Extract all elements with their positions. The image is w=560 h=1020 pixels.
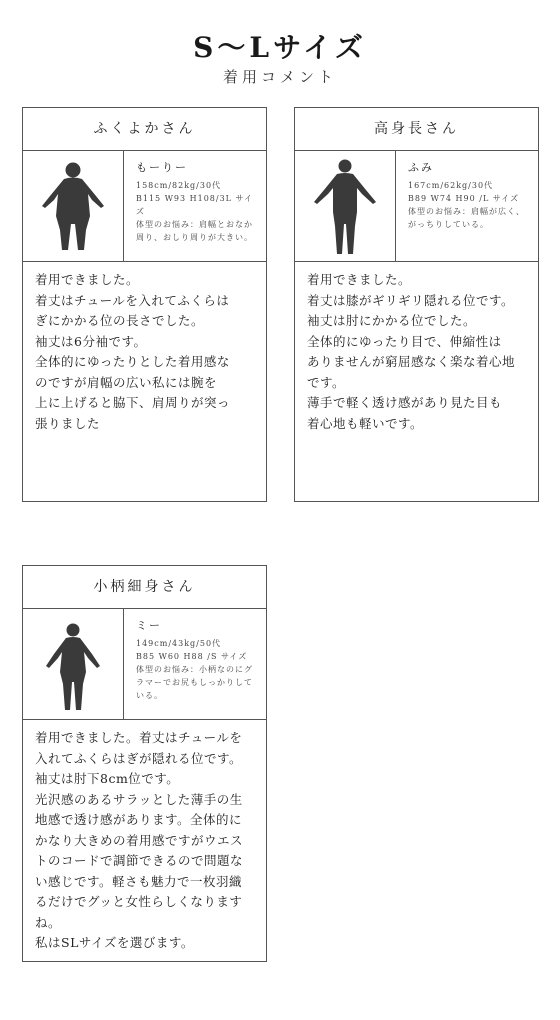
card-category: 高身長さん (295, 108, 538, 151)
review-card-plump (22, 107, 267, 502)
comment-line: 袖丈は肘下8cm位です。 (35, 771, 180, 786)
card-category: ふくよかさん (23, 108, 266, 151)
comment-line: のですが肩幅の広い私には腕を (35, 374, 218, 390)
comment-text (23, 262, 266, 434)
comment-line: ね。 (35, 914, 62, 930)
page-subtitle: 着用コメント (222, 68, 337, 86)
reviewer-stats: 149cm/43kg/50代 (136, 639, 222, 648)
comment-line: 光沢感のあるサラッとした薄手の生 (35, 791, 243, 807)
reviewer-stats: 158cm/82kg/30代 (136, 181, 222, 190)
reviewer-concern: 体型のお悩み：小柄なのにグラマーでお尻もしっかりしている。 (136, 665, 253, 700)
comment-line: 着用できました。 (35, 272, 140, 287)
body-figure-icon (23, 151, 124, 261)
comment-line: ありませんが窮屈感なく楽な着心地 (307, 354, 516, 369)
comment-line: 袖丈は肘にかかる位でした。 (307, 313, 477, 328)
comment-line: 薄手で軽く透け感があり見た目も (307, 395, 503, 410)
profile-row (23, 609, 266, 720)
body-figure-icon (23, 609, 124, 719)
comment-line: 全体的にゆったりとした着用感な (35, 354, 230, 369)
comment-line: 着丈はチュールを入れてふくらは (35, 292, 230, 308)
comment-line: かなり大きめの着用感ですがウエス (35, 832, 244, 848)
comment-line: るだけでグッと女性らしくなります (35, 894, 243, 909)
comment-line: 上に上げると脇下、肩周りが突っ (35, 395, 231, 410)
reviewer-name: ミー (136, 619, 162, 632)
comment-line: トのコードで調節できるので問題な (35, 853, 244, 868)
comment-line: 着用できました。着丈はチュールを (35, 730, 243, 745)
card-category: 小柄細身さん (23, 566, 266, 609)
reviewer-name: もーりー (136, 161, 188, 174)
comment-line: 袖丈は6分袖です。 (35, 333, 147, 349)
body-figure-icon (295, 151, 396, 261)
review-card-tall (294, 107, 539, 502)
comment-line: 着心地も軽いです。 (307, 415, 424, 431)
reviewer-concern: 体型のお悩み：肩幅が広く、がっちりしている。 (408, 207, 525, 229)
reviewer-measurements: B89 W74 H90 /L サイズ (408, 194, 520, 203)
comment-line: 地感で透け感があります。全体的に (35, 812, 243, 827)
comment-line: 張りました (35, 415, 101, 431)
comment-line: 全体的にゆったり目で、伸縮性は (307, 333, 502, 349)
comment-text (295, 262, 538, 434)
comment-line: ぎにかかる位の長さでした。 (35, 313, 205, 328)
reviewer-name: ふみ (408, 161, 434, 174)
comment-line: 着用できました。 (307, 272, 412, 287)
comment-text (23, 720, 266, 954)
reviewer-stats: 167cm/62kg/30代 (408, 181, 494, 190)
profile-info (124, 609, 266, 719)
reviewer-concern: 体型のお悩み：肩幅とおなか周り、おしり周りが大きい。 (136, 220, 253, 242)
reviewer-measurements: B85 W60 H88 /S サイズ (136, 652, 248, 661)
comment-line: 着丈は膝がギリギリ隠れる位です。 (307, 292, 515, 308)
page-title: S～Lサイズ (193, 31, 367, 64)
reviewer-measurements: B115 W93 H108/3L サイズ (136, 194, 253, 216)
comment-line: です。 (307, 374, 346, 390)
profile-row (23, 151, 266, 262)
review-card-petite (22, 565, 267, 962)
profile-info (124, 151, 266, 261)
profile-row (295, 151, 538, 262)
comment-line: 入れてふくらはぎが隠れる位です。 (35, 750, 243, 766)
comment-line: 私はSLサイズを選びます。 (35, 935, 194, 950)
profile-info (396, 151, 538, 261)
comment-line: い感じです。軽さも魅力で一枚羽織 (35, 873, 243, 889)
